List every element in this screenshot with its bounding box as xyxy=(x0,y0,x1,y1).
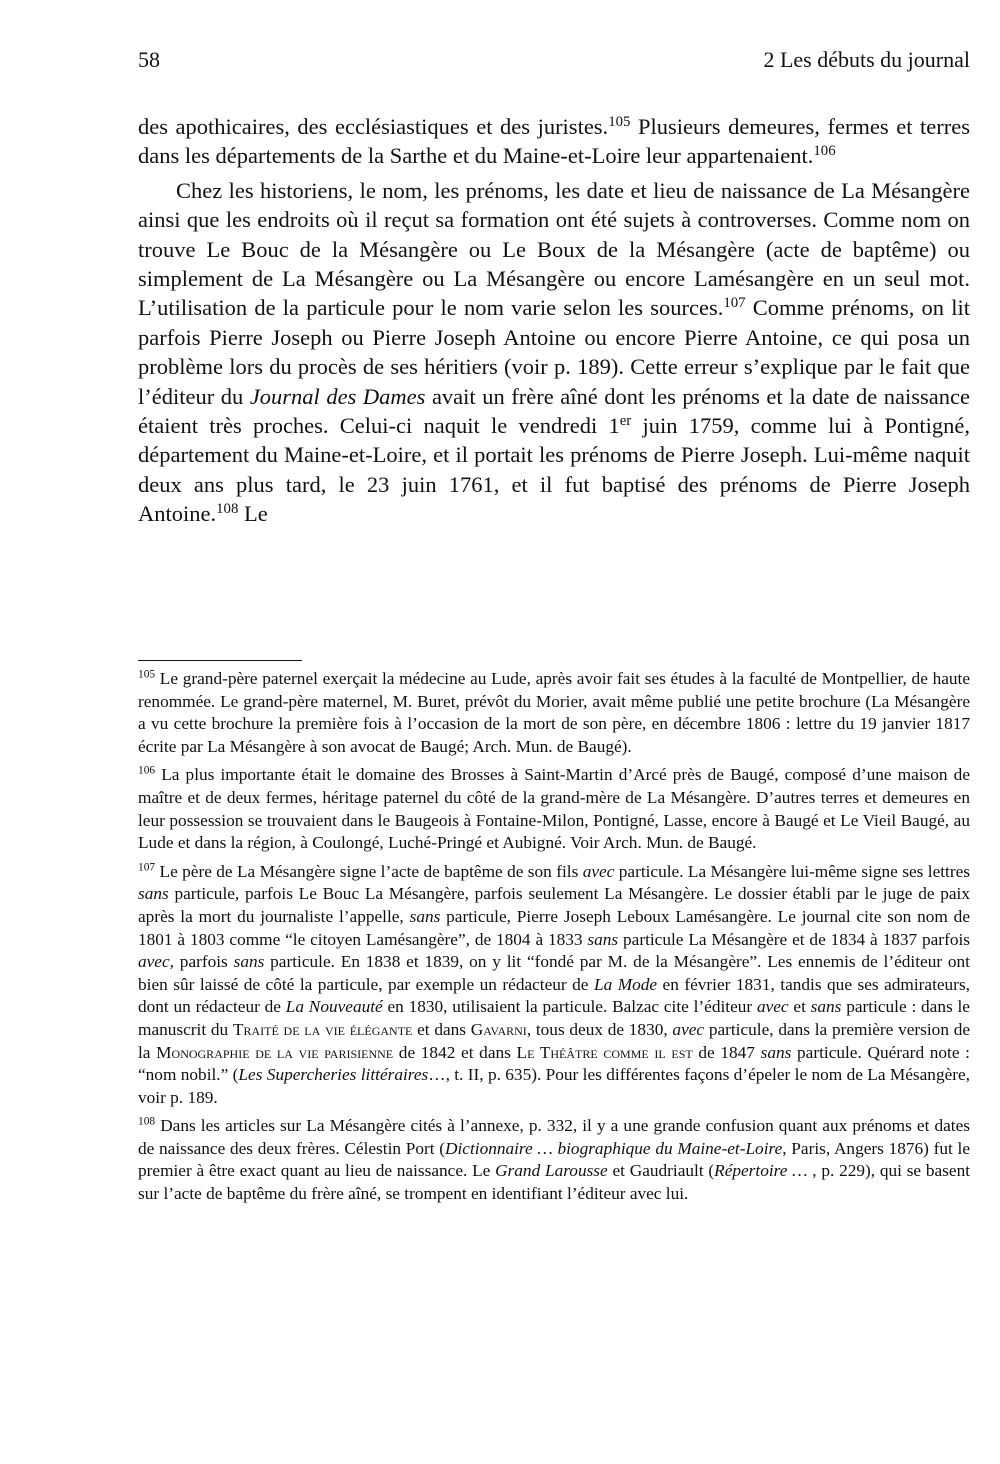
text-run: Le père de La Mésangère signe l’acte de baptême de son fils xyxy=(155,861,583,881)
text-run: en 1830, utilisaient la particule. Balzac cite l’éditeur xyxy=(382,997,757,1017)
footnote-number: 107 xyxy=(138,861,156,874)
footnote-108 xyxy=(138,1115,970,1205)
text-run: Plusieurs demeures, fermes et terres dans les départements de la Sarthe et du Maine-et-Loire leur appartenaient. xyxy=(138,114,970,169)
italic-run: La Mode xyxy=(593,974,658,994)
text-run: , parfois xyxy=(169,952,234,972)
text-run: juin 1759, comme lui à Pontigné, département du Maine-et-Loire, et il portait les prénoms de Pierre Joseph. Lui-même naquit deux ans plus tard, le 23 juin 1761, et il fut baptisé des prénoms de Pierre Joseph Antoine. xyxy=(138,413,970,527)
text-run: Comme prénoms, on lit parfois Pierre Joseph ou Pierre Joseph Antoine ou encore Pierre Antoine, ce qui posa un problème lors du procès de ses héritiers (voir p. 189). Cette erreur s’explique par le fait que l’éditeur du xyxy=(138,295,970,409)
italic-run: avec xyxy=(672,1019,705,1039)
italic-run: Grand Larousse xyxy=(495,1161,608,1181)
text-run: particule, parfois Le Bouc La Mésangère, parfois seulement La Mésangère. Le dossier établi par le juge de paix après la mort du journaliste l’appelle, xyxy=(138,884,970,926)
italic-run: sans xyxy=(810,997,842,1017)
italic-run: avec xyxy=(138,952,170,972)
small-caps-title: Le Théâtre comme il est xyxy=(516,1042,693,1062)
text-run: de 1842 et dans xyxy=(393,1042,517,1062)
footnote-text: La plus importante était le domaine des Brosses à Saint-Martin d’Arcé près de Baugé, composé d’une maison de maître et de deux fermes, héritage paternel du côté de la grand-mère de La Mésangère. D’autres terres et demeures en leur possession se trouvaient dans le Baugeois à Fontaine-Milon, Pontigné, Lasse, encore à Baugé et Le Vieil Baugé, au Lude et dans la région, à Coulongé, Luché-Pringé et Aubigné. Voir Arch. Mun. de Baugé. xyxy=(138,765,970,853)
text-run: des apothicaires, des ecclésiastiques et des juristes. xyxy=(138,114,609,139)
small-caps-title: Monographie de la vie parisienne xyxy=(156,1042,394,1062)
text-run: et xyxy=(788,997,811,1017)
footnote-ref-106: 106 xyxy=(813,143,836,160)
italic-run: sans xyxy=(587,929,619,949)
text-run: particule. La Mésangère lui-même signe ses lettres xyxy=(614,861,970,881)
footnote-separator xyxy=(138,660,302,661)
work-title: Journal des Dames xyxy=(249,383,426,409)
text-run: , tous deux de 1830, xyxy=(526,1019,673,1039)
page-number: 58 xyxy=(138,47,160,72)
footnote-ref-105: 105 xyxy=(608,113,631,130)
text-run: particule, Pierre Joseph Leboux Lamésangère. Le journal cite son nom de 1801 à 1803 comme “le citoyen Lamésangère”, de 1804 à 1833 xyxy=(138,906,970,949)
ordinal-suffix: er xyxy=(619,412,632,429)
footnote-105 xyxy=(138,668,970,758)
text-run: …, t. II, p. 635). Pour les différentes façons d’épeler le nom de La Mésangère, voir p. 189. xyxy=(138,1065,970,1107)
paragraph-2 xyxy=(138,176,970,529)
text-run: particule La Mésangère et de 1834 à 1837 parfois xyxy=(618,929,970,949)
text-run: particule. Quérard note : “nom nobil.” ( xyxy=(138,1042,970,1085)
small-caps-title: Gavarni xyxy=(470,1019,527,1039)
text-run: avait un frère aîné dont les prénoms et la date de naissance étaient très proches. Celui-ci naquit le vendredi 1 xyxy=(138,383,970,439)
italic-run: sans xyxy=(138,884,169,904)
text-run: particule, dans la première version de la xyxy=(138,1019,971,1062)
text-run: en février 1831, tandis que ses admirateurs, dont un rédacteur de xyxy=(138,974,970,1017)
footnote-106 xyxy=(138,764,970,854)
footnote-number: 108 xyxy=(138,1116,156,1129)
running-title: 2 Les débuts du journal xyxy=(763,47,970,72)
text-run: , Paris, Angers 1876) fut le premier à être exact quant au lieu de naissance. Le xyxy=(138,1138,970,1181)
footnote-number: 105 xyxy=(138,668,156,681)
footnote-107 xyxy=(138,861,970,1110)
text-run: particule : dans le manuscrit du xyxy=(138,997,970,1039)
text-run: Chez les historiens, le nom, les prénoms, les date et lieu de naissance de La Mésangère ainsi que les endroits où il reçut sa formation ont été sujets à controverses. Comme nom on trouve Le Bouc de la Mésangère ou Le Boux de la Mésangère (acte de baptême) ou simplement de La Mésangère ou La Mésangère ou encore Lamésangère en un seul mot. L’utilisation de la particule pour le nom varie selon les sources. xyxy=(138,177,970,321)
italic-run: sans xyxy=(409,906,441,926)
paragraph-1 xyxy=(138,112,970,171)
italic-run: avec xyxy=(756,997,789,1017)
main-text xyxy=(138,112,970,529)
small-caps-title: Traité de la vie élégante xyxy=(232,1019,413,1039)
text-run: Le xyxy=(238,501,268,527)
text-run: particule. En 1838 et 1839, on y lit “fondé par M. de la Mésangère”. Les ennemis de l’éditeur ont bien sûr laissé de côté la particule, par exemple un rédacteur de xyxy=(138,952,970,994)
italic-run: avec xyxy=(582,861,615,881)
footnote-ref-108: 108 xyxy=(216,501,239,518)
text-run: de 1847 xyxy=(692,1042,761,1062)
italic-run: Les Supercheries littéraires xyxy=(238,1065,429,1085)
italic-run: sans xyxy=(233,952,265,972)
italic-run: Répertoire … xyxy=(714,1161,808,1181)
running-header xyxy=(138,44,970,76)
italic-run: sans xyxy=(760,1042,792,1062)
italic-run: Dictionnaire … biographique du Maine-et-Loire xyxy=(445,1138,783,1158)
footnote-text: Le grand-père paternel exerçait la médecine au Lude, après avoir fait ses études à la faculté de Montpellier, de haute renommée. Le grand-père maternel, M. Buret, prévôt du Morier, avait même publié une petite brochure (La Mésangère a vu cette brochure la première fois à l’occasion de la mort de son père, en décembre 1806 : lettre du 19 janvier 1817 écrite par La Mésangère à son avocat de Baugé; Arch. Mun. de Baugé). xyxy=(138,669,970,756)
text-run: et dans xyxy=(412,1019,471,1039)
text-run: Dans les articles sur La Mésangère cités à l’annexe, p. 332, il y a une grande confusion quant aux prénoms et dates de naissance des deux frères. Célestin Port ( xyxy=(138,1116,970,1158)
footnotes xyxy=(138,668,970,1212)
footnote-number: 106 xyxy=(138,765,156,778)
text-run: et Gaudriault ( xyxy=(607,1161,715,1181)
text-run: , p. 229), qui se basent sur l’acte de baptême du frère aîné, se trompent en identifiant l’éditeur avec lui. xyxy=(138,1161,971,1204)
italic-run: La Nouveauté xyxy=(285,997,383,1017)
footnote-ref-107: 107 xyxy=(723,295,746,312)
